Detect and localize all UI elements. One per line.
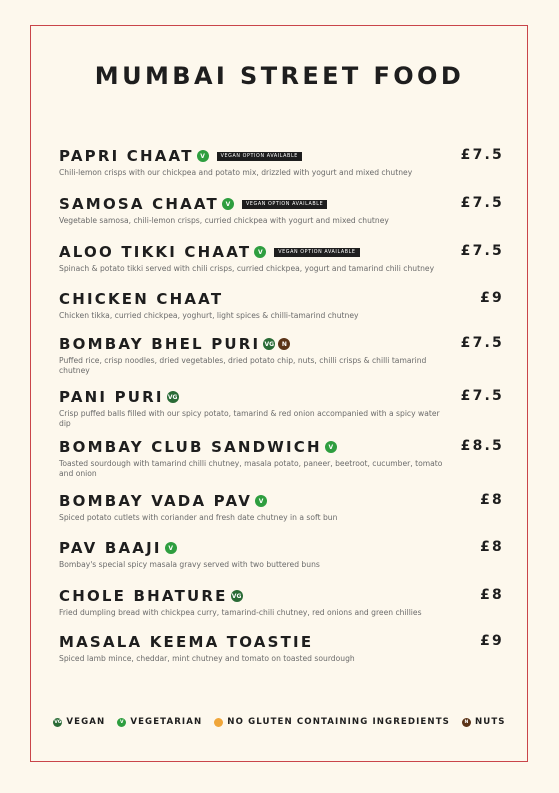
nuts-icon: N <box>462 718 471 727</box>
menu-item-name: SAMOSA CHAAT <box>59 195 219 213</box>
menu-item-description: Toasted sourdough with tamarind chilli chutney, masala potato, paneer, beetroot, cucumber, tomato and onion <box>59 459 443 478</box>
menu-item-description: Bombay's special spicy masala gravy served with two buttered buns <box>59 560 320 569</box>
menu-item-description: Puffed rice, crisp noodles, dried vegetables, dried potato chip, nuts, chilli crisps & chilli tamarind chutney <box>59 356 427 375</box>
menu-item <box>59 492 504 523</box>
legend-item <box>214 717 450 727</box>
menu-item-price: £7.5 <box>460 243 504 259</box>
legend-label: VEGAN <box>66 717 106 727</box>
vegetarian-icon: V <box>325 441 337 453</box>
menu-item-name: CHOLE BHATURE <box>59 587 228 605</box>
menu-item-description: Spinach & potato tikki served with chili crisps, curried chickpea, yogurt and tamarind chili chutney <box>59 264 435 273</box>
menu-item-price: £8 <box>480 587 504 603</box>
legend-label: NO GLUTEN CONTAINING INGREDIENTS <box>227 717 450 727</box>
menu-item-header <box>59 195 504 213</box>
menu-item <box>59 243 504 274</box>
vegetarian-icon: V <box>197 150 209 162</box>
menu-item <box>59 335 504 376</box>
menu-item-price: £7.5 <box>460 335 504 351</box>
no-gluten-icon <box>214 718 223 727</box>
menu-item-description: Vegetable samosa, chili-lemon crisps, curried chickpea with yogurt and mixed chutney <box>59 216 389 225</box>
menu-item-name: PAV BAAJI <box>59 539 162 557</box>
menu-item-header <box>59 243 504 261</box>
menu-item <box>59 147 504 178</box>
legend-item <box>117 717 202 727</box>
menu-item-name: BOMBAY VADA PAV <box>59 492 253 510</box>
vegan-icon: VG <box>231 590 243 602</box>
menu-item-price: £8 <box>480 492 504 508</box>
menu-item-header <box>59 335 504 353</box>
menu-item-name: PANI PURI <box>59 388 164 406</box>
legend-label: VEGETARIAN <box>130 717 203 727</box>
menu-item-header <box>59 587 504 605</box>
legend-item <box>53 717 105 727</box>
menu-item <box>59 438 504 479</box>
menu-item-name: PAPRI CHAAT <box>59 147 194 165</box>
vegetarian-icon: V <box>117 718 126 727</box>
vegan-icon: VG <box>54 719 62 725</box>
menu-item-description: Chicken tikka, curried chickpea, yoghurt, light spices & chilli-tamarind chutney <box>59 311 359 320</box>
menu-item <box>59 539 504 570</box>
menu-item <box>59 290 504 321</box>
vegan-icon: VG <box>263 338 275 350</box>
menu-item-name: MASALA KEEMA TOASTIE <box>59 633 314 651</box>
menu-item-description: Spiced lamb mince, cheddar, mint chutney and tomato on toasted sourdough <box>59 654 355 663</box>
menu-item-description: Chili-lemon crisps with our chickpea and potato mix, drizzled with yogurt and mixed chutney <box>59 168 413 177</box>
menu-item <box>59 195 504 226</box>
menu-item-name: ALOO TIKKI CHAAT <box>59 243 252 261</box>
menu-item-name: CHICKEN CHAAT <box>59 290 224 308</box>
vegan-option-tag: VEGAN OPTION AVAILABLE <box>242 200 327 209</box>
legend-label: NUTS <box>474 717 506 727</box>
menu-item-header <box>59 438 504 456</box>
vegan-option-tag: VEGAN OPTION AVAILABLE <box>217 152 302 161</box>
nuts-icon: N <box>278 338 290 350</box>
vegetarian-icon: V <box>254 246 266 258</box>
menu-item-header <box>59 492 504 510</box>
menu-title: MUMBAI STREET FOOD <box>94 62 465 90</box>
menu-item-price: £8.5 <box>460 438 504 454</box>
menu-item-header <box>59 388 504 406</box>
menu-item-price: £8 <box>480 539 504 555</box>
vegetarian-icon: V <box>222 198 234 210</box>
menu-item-header <box>59 147 504 165</box>
menu-item-header <box>59 290 504 308</box>
menu-item <box>59 388 504 429</box>
menu-item <box>59 633 504 664</box>
legend-item <box>462 717 506 727</box>
menu-item-price: £9 <box>480 633 504 649</box>
menu-item-price: £7.5 <box>460 388 504 404</box>
menu-item-header <box>59 539 504 557</box>
menu-item-name: BOMBAY BHEL PURI <box>59 335 261 353</box>
vegetarian-icon: V <box>255 495 267 507</box>
menu-item <box>59 587 504 618</box>
menu-item-description: Fried dumpling bread with chickpea curry, tamarind-chili chutney, red onions and green chillies <box>59 608 422 617</box>
menu-item-description: Crisp puffed balls filled with our spicy potato, tamarind & red onion accompanied with a spicy water dip <box>59 409 440 428</box>
menu-item-header <box>59 633 504 651</box>
menu-item-name: BOMBAY CLUB SANDWICH <box>59 438 322 456</box>
menu-item-description: Spiced potato cutlets with coriander and fresh date chutney in a soft bun <box>59 513 338 522</box>
menu-item-price: £7.5 <box>460 147 504 163</box>
menu-item-price: £7.5 <box>460 195 504 211</box>
vegan-option-tag: VEGAN OPTION AVAILABLE <box>274 248 359 257</box>
dietary-legend <box>0 717 559 727</box>
vegan-icon: VG <box>167 391 179 403</box>
menu-item-price: £9 <box>480 290 504 306</box>
vegetarian-icon: V <box>165 542 177 554</box>
